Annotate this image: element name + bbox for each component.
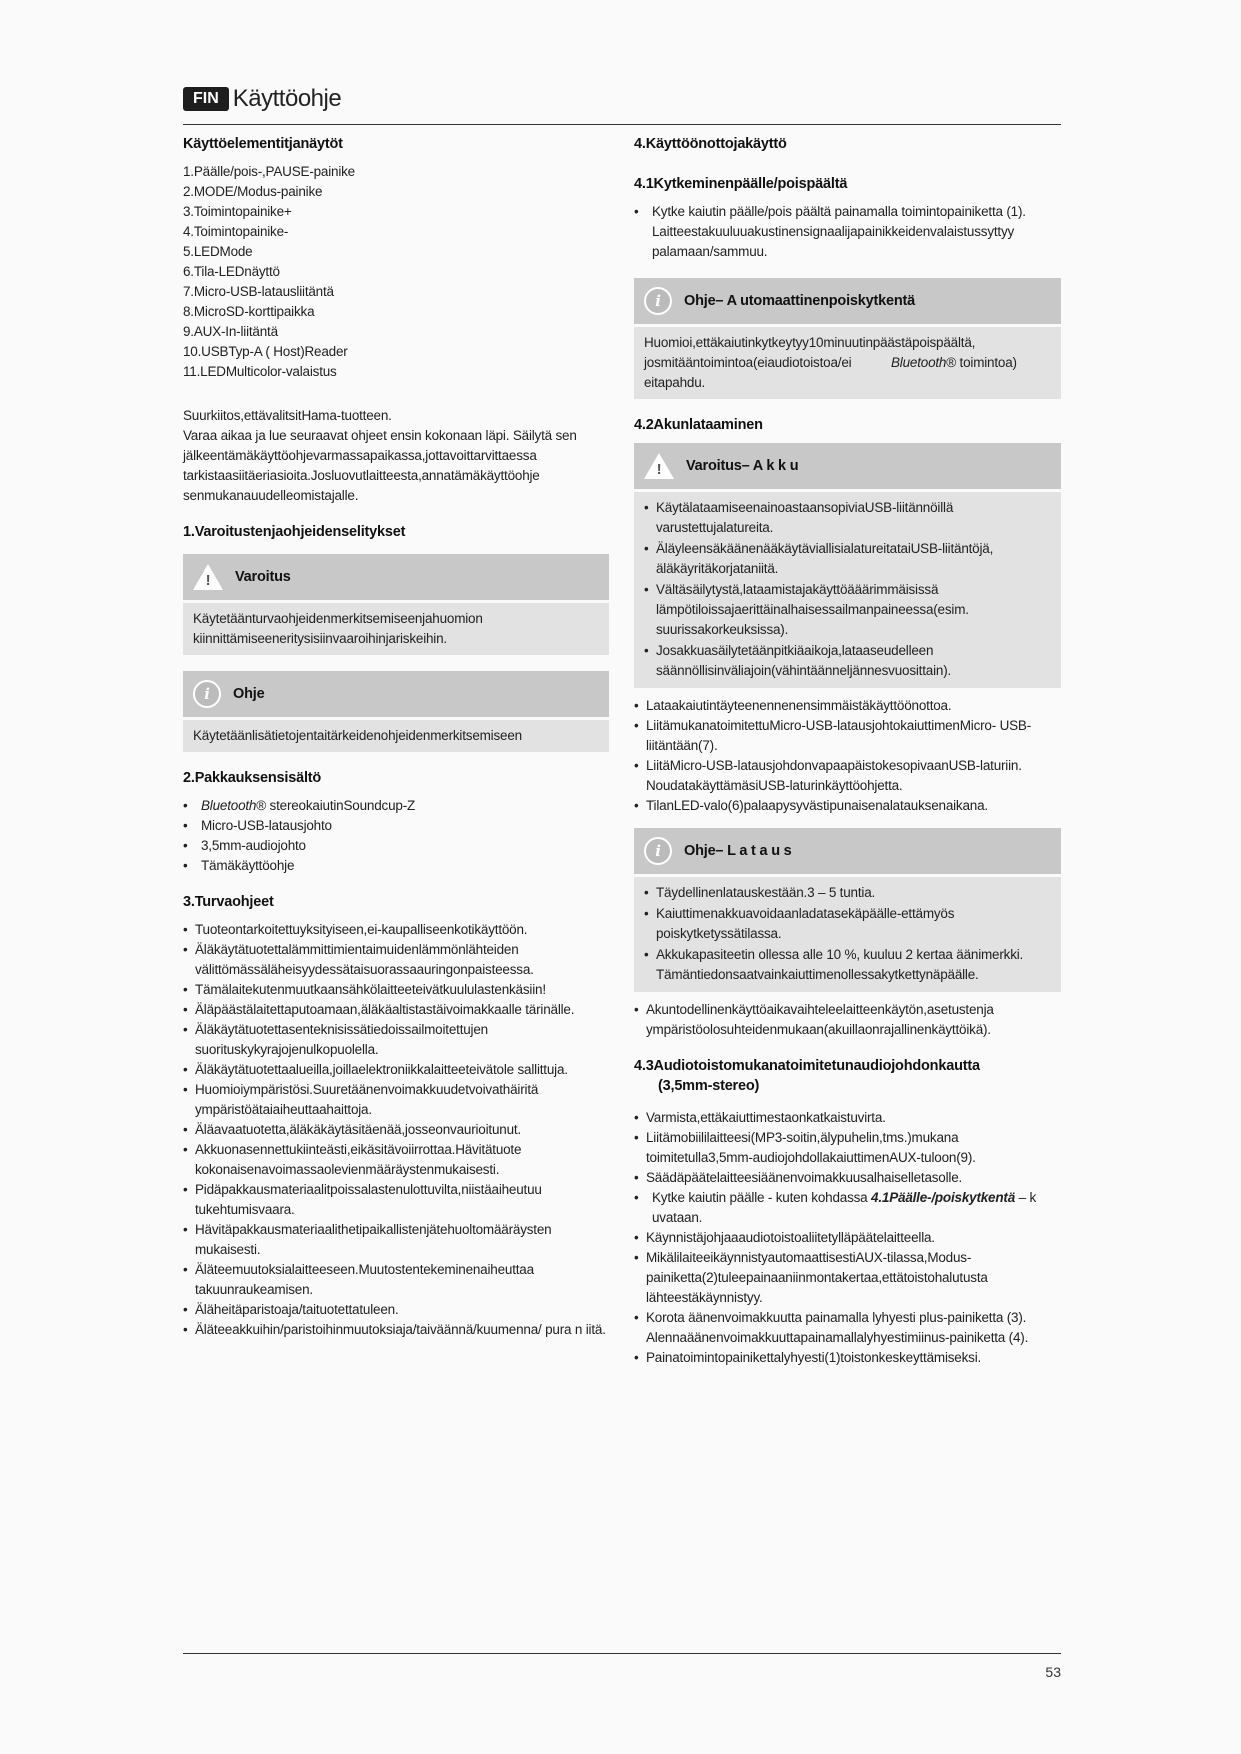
safety-instructions-list	[183, 920, 609, 1340]
info-icon: i	[644, 837, 672, 865]
intro-text: Suurkiitos,ettävalitsitHama-tuotteen. Varaa aikaa ja lue seuraavat ohjeet ensin kokonaan läpi. Säilytä sen jälkeentämäkäyttöohjevarmassapaikassa,jottavoittarvittaessa tarkistaasiitäeriasioita.Josluovutlaitteesta,annatämäkäyttöohje senmukanauudelleomistajalle.	[183, 408, 577, 503]
audio-steps-list-continued	[634, 1228, 1061, 1368]
left-column	[183, 134, 609, 1340]
language-badge: FIN	[183, 87, 229, 111]
list-item: • Kytke kaiutin päälle - kuten kohdassa 4.1Päälle-/poiskytkentä – k uvataan.	[634, 1188, 1061, 1228]
list-item: • Käynnistäjohjaaaudiotoistoaliitetylläpäätelaitteella.	[634, 1228, 1061, 1248]
charging-note-list	[644, 883, 1051, 985]
list-item: • Micro-USB-latausjohto	[183, 816, 609, 836]
list-item: • Lataakaiutintäyteenennenensimmäistäkäyttöönottoa.	[634, 696, 1061, 716]
note-box-body: Huomioi,ettäkaiutinkytkeytyy10minuutinpäästäpoispäältä, josmitääntoimintoa(eiaudiotoistoa/ei Bluetooth® toimintoa) eitapahdu.	[634, 327, 1061, 399]
section-4-2-heading: 4.2Akunlataaminen	[634, 417, 763, 433]
list-item: • Josakkuasäilytetäänpitkiäaikoja,lataaseudelleen säännöllisinväliajoin(vähintäänneljännesvuosittain).	[644, 641, 1051, 681]
list-item: • Äläpäästälaitettaputoamaan,äläkäaltistastäivoimakkaalle tärinälle.	[183, 1000, 609, 1020]
list-item: • Bluetooth® stereokaiutinSoundcup-Z	[183, 796, 609, 816]
note-box-title: Ohje– L a t a u s	[684, 843, 792, 859]
warning-box-body: Käytetäänturvaohjeidenmerkitsemiseenjahuomion kiinnittämiseeneritysisiinvaaroihinjariskeihin.	[183, 603, 609, 655]
header-divider	[183, 124, 1061, 125]
note-box-title: Ohje– A utomaattinenpoiskytkentä	[684, 293, 916, 309]
package-contents-list	[183, 796, 609, 876]
list-item: • ÄläyleensäkäänenääkäytäviallisialatureitataiUSB-liitäntöjä, äläkäyritäkorjataniitä.	[644, 539, 1051, 579]
note-box-body	[634, 877, 1061, 992]
section-3-heading: 3.Turvaohjeet	[183, 894, 274, 910]
list-item: • KäytälataamiseenainoastaansopiviaUSB-liitännöillä varustettujalatureita.	[644, 498, 1051, 538]
section-4-heading: 4.Käyttöönottojakäyttö	[634, 136, 787, 152]
list-item: • Äläavaatuotetta,äläkäkäytäsitäenää,josseonvaurioitunut.	[183, 1120, 609, 1140]
battery-life-list	[634, 1000, 1061, 1040]
list-item: 8.MicroSD-korttipaikka	[183, 304, 315, 319]
list-item: 6.Tila-LEDnäyttö	[183, 264, 280, 279]
list-item: 2.MODE/Modus-painike	[183, 184, 323, 199]
list-item: • Äläheitäparistoaja/taituotettatuleen.	[183, 1300, 609, 1320]
controls-list	[183, 162, 609, 382]
list-item: 1.Päälle/pois-,PAUSE-painike	[183, 164, 355, 179]
list-item: • Kaiuttimenakkuavoidaanladatasekäpäälle-ettämyös poiskytketyssätilassa.	[644, 904, 1051, 944]
list-item: • LiitäMicro-USB-latausjohdonvapaapäistokesopivaanUSB-laturiin. NoudatakäyttämäsiUSB-laturinkäyttöohjetta.	[634, 756, 1061, 796]
section-1-heading: 1.Varoitustenjaohjeidenselitykset	[183, 524, 406, 540]
list-item: 4.Toimintopainike-	[183, 224, 289, 239]
list-item: 3.Toimintopainike+	[183, 204, 292, 219]
audio-steps-list	[634, 1108, 1061, 1188]
footer-divider	[183, 1653, 1061, 1654]
list-item: • LiitämukanatoimitettuMicro-USB-latausjohtokaiuttimenMicro- USB-liitäntään(7).	[634, 716, 1061, 756]
warning-box-title: Varoitus	[235, 569, 291, 585]
section-2-heading: 2.Pakkauksensisältö	[183, 770, 322, 786]
note-box-header	[634, 278, 1061, 324]
warning-box-body	[634, 492, 1061, 688]
list-item: • Varmista,ettäkaiuttimestaonkatkaistuvirta.	[634, 1108, 1061, 1128]
list-item: 5.LEDMode	[183, 244, 253, 259]
charging-steps-list	[634, 696, 1061, 816]
list-item: • Kytke kaiutin päälle/pois päältä painamalla toimintopainiketta (1). Laitteestakuuluuakustinensignaalijapainikkeidenvalaistussyttyy palamaan/sammuu.	[634, 202, 1061, 262]
list-item: • TilanLED-valo(6)palaapysyvästipunaisenalatauksenaikana.	[634, 796, 1061, 816]
list-item: • Äläkäytätuotettaalueilla,joillaelektroniikkalaitteeteivätole sallittuja.	[183, 1060, 609, 1080]
audio-steps-ref	[634, 1188, 1061, 1228]
list-item: • Vältäsäilytystä,lataamistajakäyttöääärimmäisissä lämpötiloissajaerittäinalhaisessailmanpaineessa(esim. suurissakorkeuksissa).	[644, 580, 1051, 640]
list-item: • Äläteemuutoksialaitteeseen.Muutostentekeminenaiheuttaa takuunraukeamisen.	[183, 1260, 609, 1300]
list-item: 9.AUX-In-liitäntä	[183, 324, 278, 339]
list-item: • MikälilaiteeikäynnistyautomaattisestiAUX-tilassa,Modus- painiketta(2)tuleepainaaniinmontakertaa,ettätoistohalutusta lähteestäkäynnistyy.	[634, 1248, 1061, 1308]
warning-icon: !	[193, 564, 223, 590]
list-item: • Akkukapasiteetin ollessa alle 10 %, kuuluu 2 kertaa äänimerkki. Tämäntiedonsaatvainkaiuttimenollessakytkettynäpäälle.	[644, 945, 1051, 985]
list-item: • 3,5mm-audiojohto	[183, 836, 609, 856]
list-item: • Hävitäpakkausmateriaalithetipaikallistenjätehuoltomääräysten mukaisesti.	[183, 1220, 609, 1260]
list-item: • Täydellinenlatauskestään.3 – 5 tuntia.	[644, 883, 1051, 903]
warning-box-header	[634, 443, 1061, 489]
list-item: 11.LEDMulticolor-valaistus	[183, 364, 337, 379]
note-box-title: Ohje	[233, 686, 265, 702]
list-item: • Tämälaitekutenmuutkaansähkölaitteeteivätkuululastenkäsiin!	[183, 980, 609, 1000]
battery-warning-list	[644, 498, 1051, 681]
warning-box-header	[183, 554, 609, 600]
note-box-header	[183, 671, 609, 717]
section-4-1-heading: 4.1Kytkeminenpäälle/poispäältä	[634, 176, 848, 192]
list-item: • Pidäpakkausmateriaalitpoissalastenulottuvilta,niistäaiheutuu tukehtumisvaara.	[183, 1180, 609, 1220]
warning-box-title: Varoitus– A k k u	[686, 458, 799, 474]
list-item: 7.Micro-USB-latausliitäntä	[183, 284, 334, 299]
note-box-body: Käytetäänlisätietojentaitärkeidenohjeidenmerkitsemiseen	[183, 720, 609, 752]
list-item: • Akkuonasennettukiinteästi,eikäsitävoiirrottaa.Hävitätuote kokonaisenavoimassaolevienmääräystenmukaisesti.	[183, 1140, 609, 1180]
section-4-3-heading: 4.3Audiotoistomukanatoimitetunaudiojohdonkautta	[634, 1058, 980, 1074]
list-item: • Korota äänenvoimakkuutta painamalla lyhyesti plus-painiketta (3). Alennaäänenvoimakkuuttapainamallalyhyestimiinus-painiketta (4).	[634, 1308, 1061, 1348]
warning-icon: !	[644, 453, 674, 479]
page-title: Käyttöohje	[232, 85, 342, 112]
page-number: 53	[1045, 1664, 1061, 1680]
note-box-header	[634, 828, 1061, 874]
info-icon: i	[193, 680, 221, 708]
list-item: • Tämäkäyttöohje	[183, 856, 609, 876]
info-icon: i	[644, 287, 672, 315]
section-4-3-subheading: (3,5mm-stereo)	[658, 1078, 760, 1094]
list-item: • Akuntodellinenkäyttöaikavaihteleelaitteenkäytön,asetustenja ympäristöolosuhteidenmukaan(akuillaonrajallinenkäyttöikä).	[634, 1000, 1061, 1040]
right-column	[634, 134, 1061, 1368]
list-item: • Huomioiympäristösi.Suuretäänenvoimakkuudetvoivathäiritä ympäristöätaiaiheuttaahaittoja.	[183, 1080, 609, 1120]
list-item: • Liitämobiililaitteesi(MP3-soitin,älypuhelin,tms.)mukana toimitetulla3,5mm-audiojohdollakaiuttimenAUX-tuloon(9).	[634, 1128, 1061, 1168]
list-item: • Painatoimintopainikettalyhyesti(1)toistonkeskeyttämiseksi.	[634, 1348, 1061, 1368]
page-header	[183, 84, 341, 114]
list-item: • Säädäpäätelaitteesiäänenvoimakkuusalhaiselletasolle.	[634, 1168, 1061, 1188]
list-item: • Äläkäytätuotettasenteknisissätiedoissailmoitettujen suorituskykyrajojenulkopuolella.	[183, 1020, 609, 1060]
list-item: • Äläteeakkuihin/paristoihinmuutoksiaja/taiväännä/kuumenna/ pura n iitä.	[183, 1320, 609, 1340]
list-item: • Tuoteontarkoitettuyksityiseen,ei-kaupalliseenkotikäyttöön.	[183, 920, 609, 940]
list-item: 10.USBTyp-A ( Host)Reader	[183, 344, 348, 359]
controls-heading: Käyttöelementitjanäytöt	[183, 136, 343, 152]
list-item: • Äläkäytätuotettalämmittimientaimuidenlämmönlähteiden välittömässäläheisyydessätaisuorassaauringonpaisteessa.	[183, 940, 609, 980]
section-4-1-list	[634, 202, 1061, 262]
